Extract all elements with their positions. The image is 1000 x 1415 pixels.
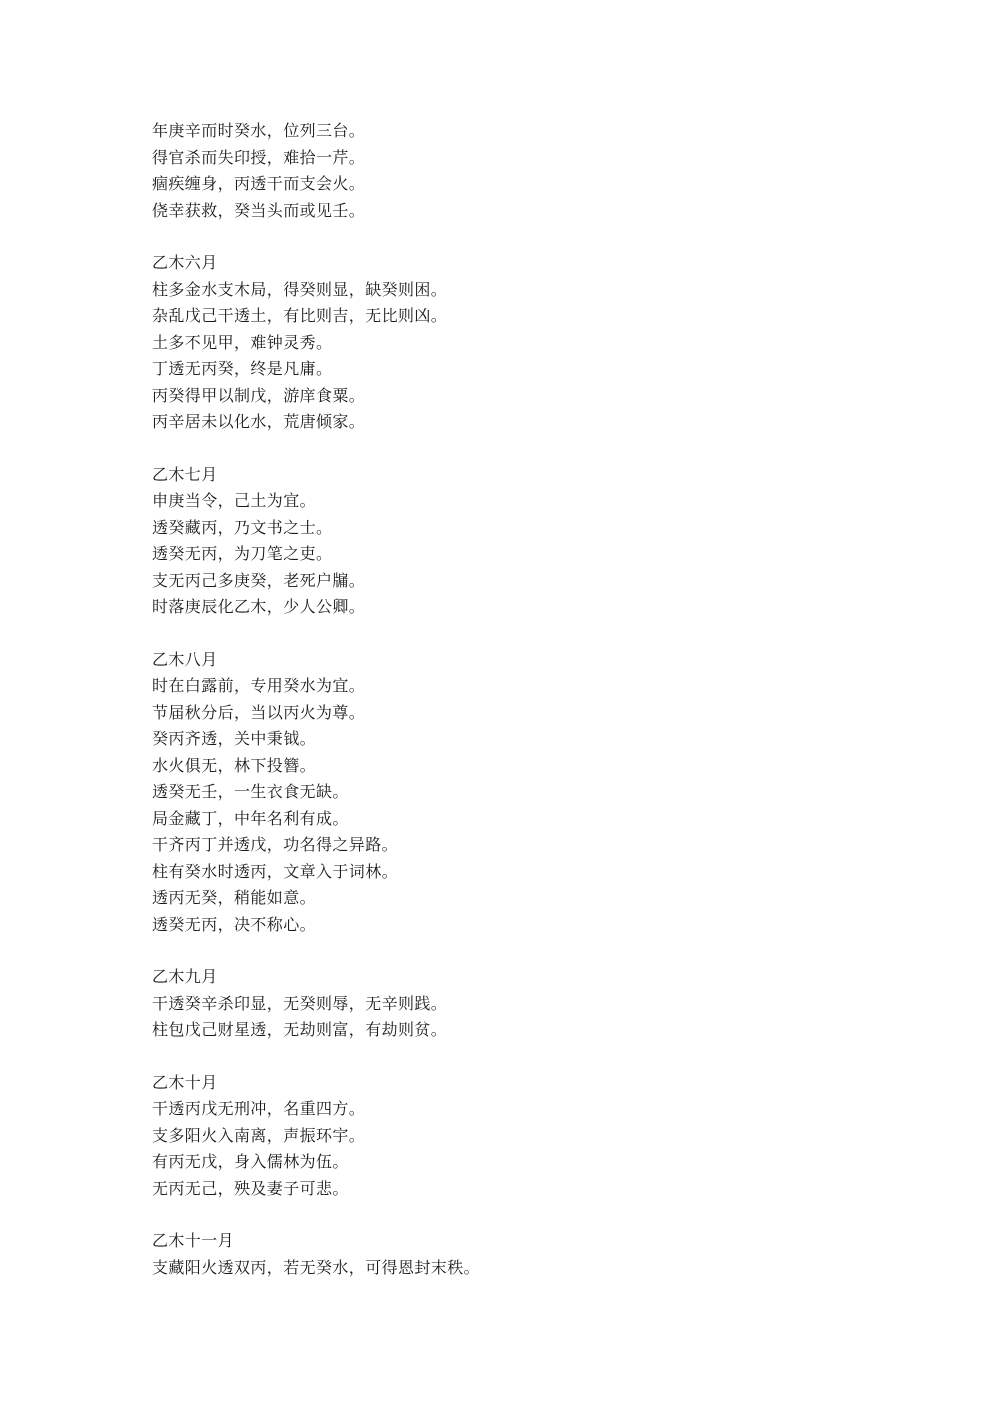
text-line: 土多不见甲，难钟灵秀。: [152, 332, 333, 352]
text-line: 干透癸辛杀印显，无癸则辱，无辛则践。: [152, 993, 448, 1013]
section-month-10: [152, 1070, 912, 1203]
section-month-6: [152, 250, 912, 436]
text-line: 支多阳火入南离，声振环宇。: [152, 1125, 366, 1145]
text-line: 透癸藏丙，乃文书之士。: [152, 517, 333, 537]
text-line: 透癸无丙，为刀笔之吏。: [152, 544, 333, 563]
text-line: 时在白露前，专用癸水为宜。: [152, 676, 366, 695]
text-line: 时落庚辰化乙木，少人公卿。: [152, 597, 366, 616]
section-heading: 乙木十一月: [152, 1231, 235, 1250]
text-line: 申庚当令，己土为宜。: [152, 491, 317, 510]
document-page: [152, 118, 912, 1307]
section-heading: 乙木六月: [152, 253, 218, 272]
text-line: 水火俱无，林下投簪。: [152, 755, 317, 775]
section-heading: 乙木七月: [152, 464, 218, 484]
text-line: 节届秋分后，当以丙火为尊。: [152, 702, 366, 722]
section-month-7: [152, 462, 912, 621]
text-line: 干透丙戊无刑冲，名重四方。: [152, 1099, 366, 1118]
text-line: 柱包戊己财星透，无劫则富，有劫则贫。: [152, 1020, 448, 1039]
section-month-11: [152, 1228, 912, 1281]
text-line: 丁透无丙癸，终是凡庸。: [152, 359, 333, 378]
text-line: 局金藏丁，中年名利有成。: [152, 808, 349, 828]
text-line: 透丙无癸，稍能如意。: [152, 888, 317, 907]
text-line: 癸丙齐透，关中秉钺。: [152, 729, 317, 748]
text-line: 侥幸获救，癸当头而或见壬。: [152, 200, 366, 220]
section-month-8: [152, 647, 912, 939]
text-line: 无丙无己，殃及妻子可悲。: [152, 1178, 349, 1198]
text-line: 支无丙己多庚癸，老死户牖。: [152, 570, 366, 590]
section-heading: 乙木九月: [152, 967, 218, 986]
section-month-9: [152, 964, 912, 1044]
section-heading: 乙木十月: [152, 1072, 218, 1092]
text-line: 痼疾缠身，丙透干而支会火。: [152, 174, 366, 193]
text-line: 丙辛居未以化水，荒唐倾家。: [152, 412, 366, 431]
section-heading: 乙木八月: [152, 649, 218, 669]
text-line: 得官杀而失印授，难拾一芹。: [152, 147, 366, 167]
text-line: 干齐丙丁并透戊，功名得之异路。: [152, 835, 399, 854]
text-line: 透癸无丙，决不称心。: [152, 914, 317, 934]
text-line: 年庚辛而时癸水，位列三台。: [152, 121, 366, 140]
section-intro: [152, 118, 912, 224]
text-line: 柱有癸水时透丙，文章入于词林。: [152, 861, 399, 881]
text-line: 支藏阳火透双丙，若无癸水，可得恩封末秩。: [152, 1257, 481, 1277]
text-line: 柱多金水支木局，得癸则显，缺癸则困。: [152, 279, 448, 299]
text-line: 有丙无戊，身入儒林为伍。: [152, 1152, 349, 1171]
text-line: 杂乱戊己干透土，有比则吉，无比则凶。: [152, 306, 448, 325]
text-line: 透癸无壬，一生衣食无缺。: [152, 782, 349, 801]
text-line: 丙癸得甲以制戊，游庠食粟。: [152, 385, 366, 405]
